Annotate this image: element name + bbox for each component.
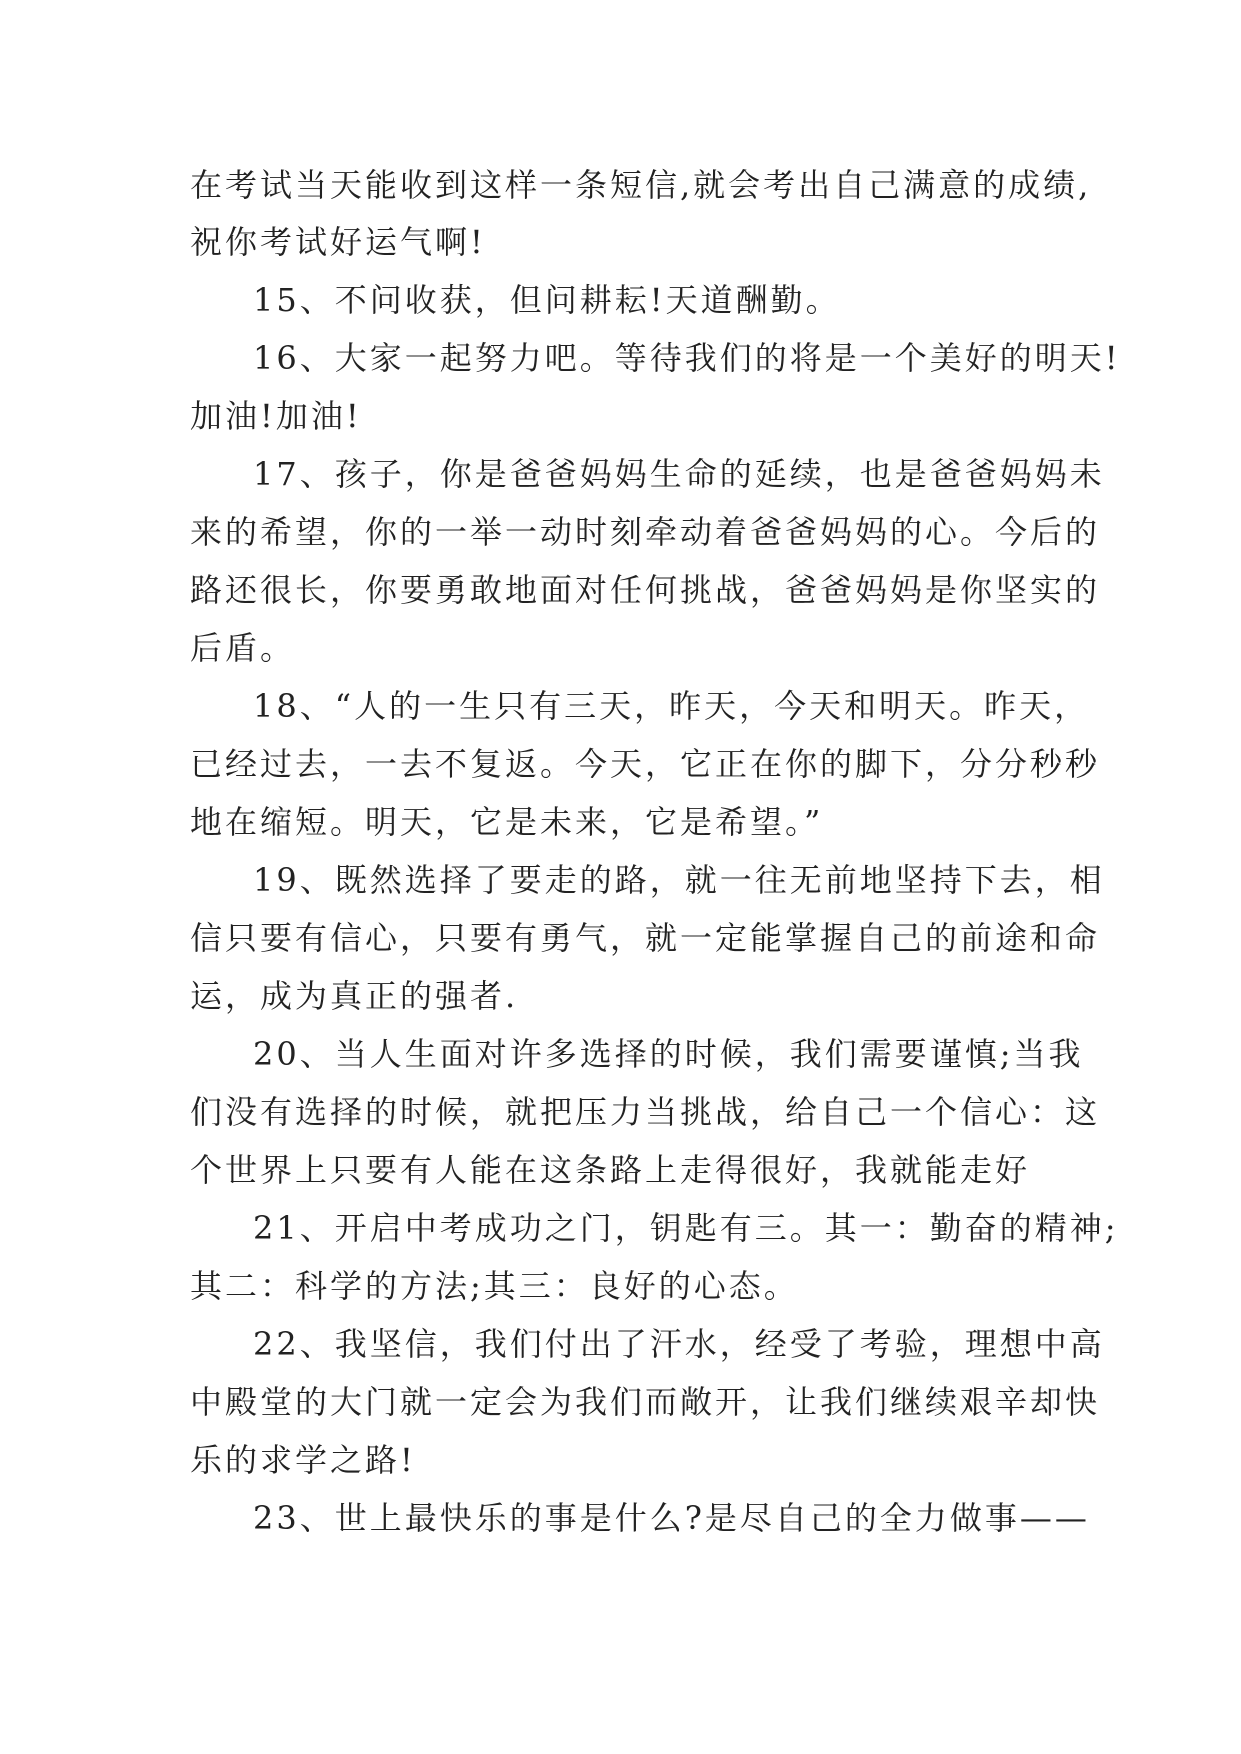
text-line: 来的希望，你的一举一动时刻牵动着爸爸妈妈的心。今后的 <box>190 513 1101 551</box>
text-line: 16、大家一起努力吧。等待我们的将是一个美好的明天! <box>253 339 1121 377</box>
text-line: 乐的求学之路! <box>190 1441 416 1479</box>
text-line: 19、既然选择了要走的路，就一往无前地坚持下去，相 <box>253 861 1105 899</box>
text-line: 其二：科学的方法;其三：良好的心态。 <box>190 1267 799 1305</box>
text-line: 20、当人生面对许多选择的时候，我们需要谨慎;当我 <box>253 1035 1084 1073</box>
text-line: 已经过去，一去不复返。今天，它正在你的脚下，分分秒秒 <box>190 745 1101 783</box>
text-line: 后盾。 <box>190 629 296 667</box>
text-line: 15、不问收获，但问耕耘!天道酬勤。 <box>253 281 841 319</box>
text-line: 信只要有信心，只要有勇气，就一定能掌握自己的前途和命 <box>190 919 1101 957</box>
text-line: 加油!加油! <box>190 397 362 435</box>
text-line: 23、世上最快乐的事是什么?是尽自己的全力做事—— <box>253 1499 1090 1537</box>
text-line: 运，成为真正的强者. <box>190 977 519 1015</box>
text-line: 个世界上只要有人能在这条路上走得很好，我就能走好 <box>190 1151 1031 1189</box>
text-line: 们没有选择的时候，就把压力当挑战，给自己一个信心：这 <box>190 1093 1101 1131</box>
text-line: 18、“人的一生只有三天，昨天，今天和明天。昨天， <box>253 687 1090 725</box>
text-line: 22、我坚信，我们付出了汗水，经受了考验，理想中高 <box>253 1325 1105 1363</box>
text-line: 在考试当天能收到这样一条短信,就会考出自己满意的成绩, <box>190 166 1092 204</box>
text-line: 中殿堂的大门就一定会为我们而敞开，让我们继续艰辛却快 <box>190 1383 1101 1421</box>
text-line: 路还很长，你要勇敢地面对任何挑战，爸爸妈妈是你坚实的 <box>190 571 1101 609</box>
text-line: 17、孩子，你是爸爸妈妈生命的延续，也是爸爸妈妈未 <box>253 455 1105 493</box>
text-line: 21、开启中考成功之门，钥匙有三。其一：勤奋的精神; <box>253 1209 1119 1247</box>
text-line: 地在缩短。明天，它是未来，它是希望。” <box>190 803 824 841</box>
text-line: 祝你考试好运气啊! <box>190 223 486 261</box>
